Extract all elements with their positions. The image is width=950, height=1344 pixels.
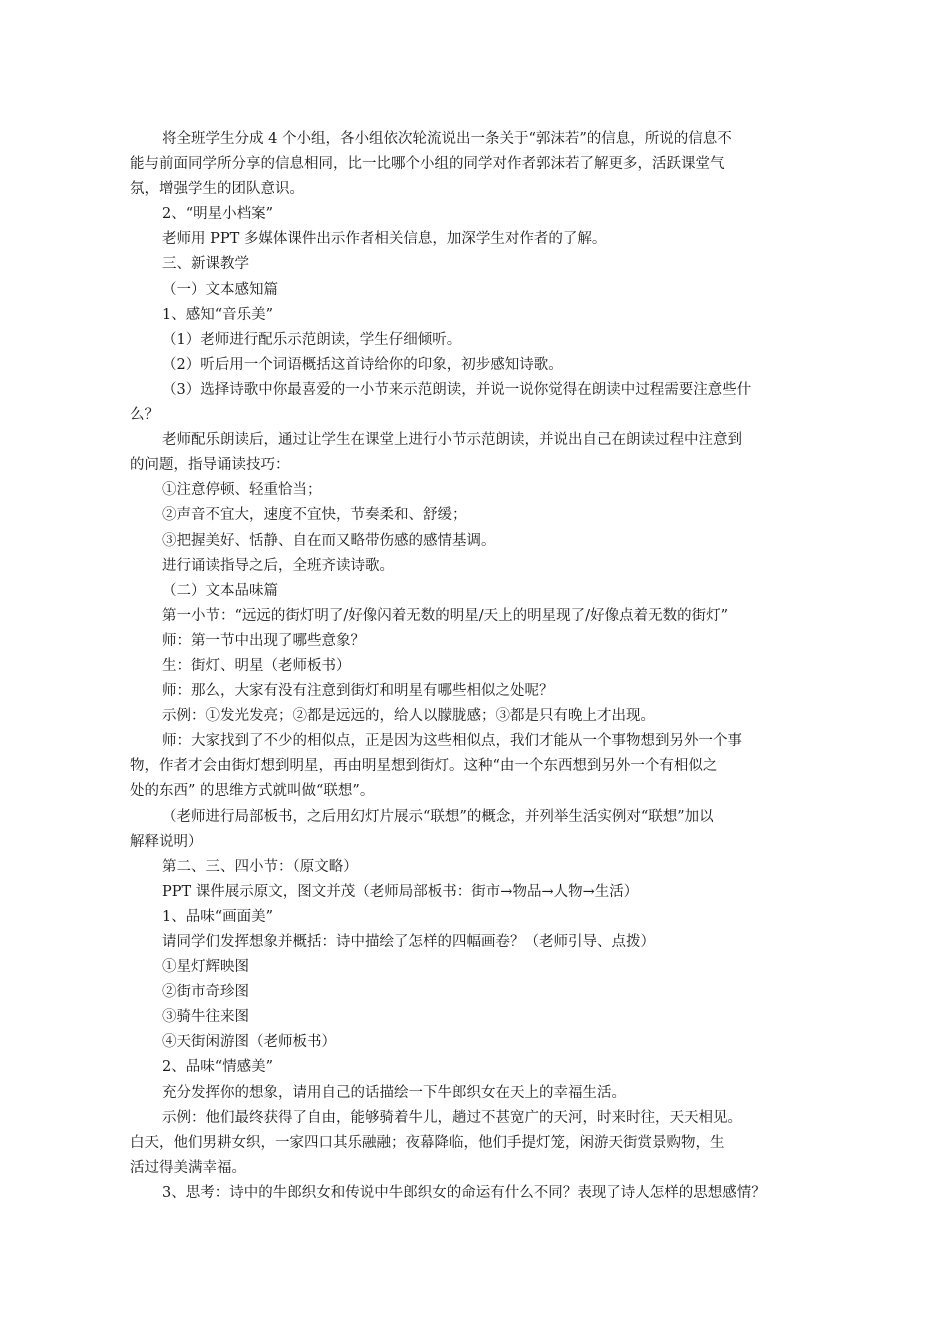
text-line: （3）选择诗歌中你最喜爱的一小节来示范朗读，并说一说你觉得在朗读中过程需要注意些什 bbox=[162, 381, 752, 398]
paragraph bbox=[146, 503, 822, 528]
text-line: 老师用 PPT 多媒体课件出示作者相关信息，加深学生对作者的了解。 bbox=[162, 231, 607, 248]
paragraph bbox=[146, 1081, 822, 1106]
text-line: 三、新课教学 bbox=[162, 256, 249, 273]
paragraph bbox=[146, 905, 822, 930]
text-line: 解释说明） bbox=[130, 833, 203, 850]
text-line: 师：大家找到了不少的相似点，正是因为这些相似点，我们才能从一个事物想到另外一个事 bbox=[162, 733, 742, 750]
text-line: 进行诵读指导之后，全班齐读诗歌。 bbox=[162, 557, 394, 574]
text-line: 氛，增强学生的团队意识。 bbox=[130, 181, 304, 198]
text-line: 第二、三、四小节：（原文略） bbox=[162, 858, 358, 875]
paragraph bbox=[146, 629, 822, 654]
text-line: 请同学们发挥想象并概括：诗中描绘了怎样的四幅画卷？（老师引导、点拨） bbox=[162, 934, 655, 950]
text-line: 处的东西” 的思维方式就叫做“联想”。 bbox=[130, 783, 375, 800]
paragraph bbox=[146, 880, 822, 905]
paragraph bbox=[146, 278, 822, 303]
text-line: 3、思考：诗中的牛郎织女和传说中牛郎织女的命运有什么不同？表现了诗人怎样的思想感情？ bbox=[162, 1184, 766, 1201]
paragraph bbox=[146, 579, 822, 604]
paragraph bbox=[130, 428, 822, 478]
text-line: 生：街灯、明星（老师板书） bbox=[162, 657, 351, 674]
paragraph bbox=[146, 855, 822, 880]
text-line: 能与前面同学所分享的信息相同，比一比哪个小组的同学对作者郭沫若了解更多，活跃课堂气 bbox=[130, 156, 725, 173]
paragraph bbox=[146, 478, 822, 503]
text-line: 2、品味“情感美” bbox=[162, 1059, 274, 1076]
paragraph bbox=[146, 955, 822, 980]
text-line: （二）文本品味篇 bbox=[162, 582, 278, 599]
paragraph bbox=[146, 654, 822, 679]
paragraph bbox=[146, 930, 822, 955]
text-line: PPT 课件展示原文，图文并茂（老师局部板书：街市→物品→人物→生活） bbox=[162, 883, 639, 900]
paragraph bbox=[146, 1181, 822, 1206]
text-line: ②声音不宜大，速度不宜快，节奏柔和、舒缓； bbox=[162, 507, 467, 524]
text-line: ①注意停顿、轻重恰当； bbox=[162, 482, 322, 499]
text-line: 2、“明星小档案” bbox=[162, 206, 274, 223]
text-line: ③骑牛往来图 bbox=[162, 1009, 249, 1026]
paragraph bbox=[146, 980, 822, 1005]
document-body bbox=[130, 127, 822, 1206]
paragraph bbox=[130, 729, 822, 804]
text-line: 第一小节：“远远的街灯明了/好像闪着无数的明星/天上的明星现了/好像点着无数的街灯” bbox=[162, 607, 728, 624]
text-line: （2）听后用一个词语概括这首诗给你的印象，初步感知诗歌。 bbox=[162, 356, 563, 373]
paragraph bbox=[146, 1030, 822, 1055]
text-line: （1）老师进行配乐示范朗读，学生仔细倾听。 bbox=[162, 331, 462, 348]
text-line: ③把握美好、恬静、自在而又略带伤感的感情基调。 bbox=[162, 532, 496, 549]
text-line: 么？ bbox=[130, 407, 159, 424]
paragraph bbox=[146, 704, 822, 729]
paragraph bbox=[146, 202, 822, 227]
text-line: ①星灯辉映图 bbox=[162, 959, 249, 976]
paragraph bbox=[146, 328, 822, 353]
text-line: ②街市奇珍图 bbox=[162, 984, 249, 1001]
paragraph bbox=[146, 529, 822, 554]
paragraph bbox=[146, 227, 822, 252]
paragraph bbox=[130, 805, 822, 855]
text-line: 示例：他们最终获得了自由，能够骑着牛儿，趟过不甚宽广的天河，时来时往，天天相见。 bbox=[162, 1109, 742, 1126]
text-line: 示例：①发光发亮；②都是远远的，给人以朦胧感；③都是只有晚上才出现。 bbox=[162, 708, 655, 725]
paragraph bbox=[146, 1055, 822, 1080]
paragraph bbox=[146, 554, 822, 579]
text-line: 师：第一节中出现了哪些意象？ bbox=[162, 632, 365, 649]
paragraph bbox=[146, 1005, 822, 1030]
text-line: ④天街闲游图（老师板书） bbox=[162, 1034, 336, 1051]
paragraph bbox=[146, 252, 822, 277]
text-line: 1、感知“音乐美” bbox=[162, 306, 274, 323]
text-line: 将全班学生分成 4 个小组，各小组依次轮流说出一条关于“郭沫若”的信息，所说的信息不 bbox=[162, 131, 732, 147]
text-line: 充分发挥你的想象，请用自己的话描绘一下牛郎织女在天上的幸福生活。 bbox=[162, 1084, 626, 1101]
text-line: 的问题，指导诵读技巧： bbox=[130, 457, 290, 474]
text-line: 白天，他们男耕女织，一家四口其乐融融；夜幕降临，他们手提灯笼，闲游天街赏景购物，生 bbox=[130, 1134, 725, 1151]
paragraph bbox=[146, 604, 822, 629]
paragraph bbox=[130, 1106, 822, 1181]
text-line: 师：那么，大家有没有注意到街灯和明星有哪些相似之处呢？ bbox=[162, 683, 554, 700]
paragraph bbox=[130, 127, 822, 202]
paragraph bbox=[146, 303, 822, 328]
paragraph bbox=[146, 679, 822, 704]
paragraph bbox=[146, 353, 822, 378]
text-line: 物，作者才会由街灯想到明星，再由明星想到街灯。这种“由一个东西想到另外一个有相似之 bbox=[130, 758, 718, 775]
text-line: 1、品味“画面美” bbox=[162, 908, 274, 925]
text-line: （一）文本感知篇 bbox=[162, 281, 278, 298]
text-line: （老师进行局部板书，之后用幻灯片展示“联想”的概念，并列举生活实例对“联想”加以 bbox=[162, 808, 714, 825]
paragraph bbox=[130, 378, 822, 428]
text-line: 活过得美满幸福。 bbox=[130, 1159, 246, 1176]
text-line: 老师配乐朗读后，通过让学生在课堂上进行小节示范朗读，并说出自己在朗读过程中注意到 bbox=[162, 432, 742, 449]
